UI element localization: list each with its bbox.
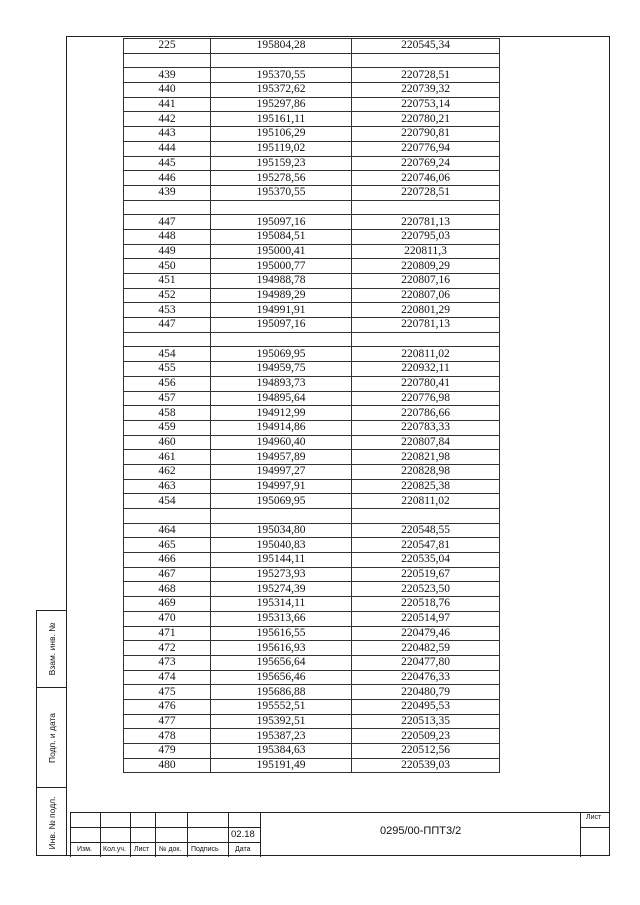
point-number-cell: 451 <box>124 274 211 289</box>
y-coordinate-cell: 220795,03 <box>352 229 500 244</box>
table-row <box>124 626 500 641</box>
x-coordinate-cell: 195000,77 <box>211 259 352 274</box>
x-coordinate-cell: 195370,55 <box>211 185 352 200</box>
y-coordinate-cell <box>352 509 500 524</box>
table-row <box>124 758 500 773</box>
x-coordinate-cell: 195191,49 <box>211 758 352 773</box>
x-coordinate-cell: 195097,16 <box>211 318 352 333</box>
x-coordinate-cell: 195161,11 <box>211 112 352 127</box>
table-row <box>124 641 500 656</box>
x-coordinate-cell: 195106,29 <box>211 127 352 142</box>
table-row <box>124 699 500 714</box>
point-number-cell: 456 <box>124 376 211 391</box>
x-coordinate-cell: 195069,95 <box>211 494 352 509</box>
y-coordinate-cell <box>352 200 500 215</box>
x-coordinate-cell: 195297,86 <box>211 97 352 112</box>
y-coordinate-cell: 220753,14 <box>352 97 500 112</box>
y-coordinate-cell: 220509,23 <box>352 729 500 744</box>
table-row <box>124 185 500 200</box>
point-number-cell: 439 <box>124 68 211 83</box>
x-coordinate-cell: 195278,56 <box>211 171 352 186</box>
x-coordinate-cell: 194989,29 <box>211 288 352 303</box>
x-coordinate-cell: 195034,80 <box>211 523 352 538</box>
point-number-cell: 470 <box>124 611 211 626</box>
x-coordinate-cell: 194893,73 <box>211 376 352 391</box>
point-number-cell: 476 <box>124 699 211 714</box>
point-number-cell: 459 <box>124 420 211 435</box>
x-coordinate-cell: 194960,40 <box>211 435 352 450</box>
x-coordinate-cell: 195069,95 <box>211 347 352 362</box>
x-coordinate-cell: 195159,23 <box>211 156 352 171</box>
y-coordinate-cell: 220518,76 <box>352 597 500 612</box>
point-number-cell: 454 <box>124 347 211 362</box>
y-coordinate-cell: 220776,98 <box>352 391 500 406</box>
table-row <box>124 406 500 421</box>
col-kol-label: Кол.уч. <box>103 846 126 853</box>
strip-cell-original-inventory <box>37 787 66 857</box>
y-coordinate-cell: 220781,13 <box>352 215 500 230</box>
point-number-cell: 441 <box>124 97 211 112</box>
y-coordinate-cell: 220807,84 <box>352 435 500 450</box>
y-coordinate-cell: 220535,04 <box>352 553 500 568</box>
table-row <box>124 391 500 406</box>
x-coordinate-cell: 194997,27 <box>211 464 352 479</box>
x-coordinate-cell: 195656,64 <box>211 655 352 670</box>
strip-label-original-inventory: Инв. № подл. <box>46 796 57 849</box>
y-coordinate-cell: 220482,59 <box>352 641 500 656</box>
point-number-cell: 466 <box>124 553 211 568</box>
table-row <box>124 420 500 435</box>
strip-label-replacement: Взам. инв. № <box>46 622 57 676</box>
point-number-cell <box>124 200 211 215</box>
point-number-cell: 445 <box>124 156 211 171</box>
point-number-cell: 449 <box>124 244 211 259</box>
table-row <box>124 582 500 597</box>
table-row <box>124 479 500 494</box>
col-ndok-label: № док. <box>159 846 182 853</box>
x-coordinate-cell: 194895,64 <box>211 391 352 406</box>
table-row <box>124 714 500 729</box>
point-number-cell: 455 <box>124 362 211 377</box>
x-coordinate-cell <box>211 509 352 524</box>
table-row <box>124 200 500 215</box>
x-coordinate-cell: 194991,91 <box>211 303 352 318</box>
point-number-cell: 465 <box>124 538 211 553</box>
table-row <box>124 597 500 612</box>
point-number-cell: 448 <box>124 229 211 244</box>
y-coordinate-cell: 220495,53 <box>352 699 500 714</box>
date-value: 02.18 <box>231 829 255 840</box>
table-row <box>124 450 500 465</box>
point-number-cell <box>124 53 211 68</box>
point-number-cell: 440 <box>124 83 211 98</box>
y-coordinate-cell: 220547,81 <box>352 538 500 553</box>
x-coordinate-cell: 195616,55 <box>211 626 352 641</box>
table-row <box>124 83 500 98</box>
point-number-cell <box>124 332 211 347</box>
point-number-cell: 462 <box>124 464 211 479</box>
point-number-cell: 477 <box>124 714 211 729</box>
y-coordinate-cell <box>352 53 500 68</box>
x-coordinate-cell <box>211 53 352 68</box>
table-row <box>124 229 500 244</box>
table-row <box>124 141 500 156</box>
col-izm-label: Изм. <box>77 846 92 853</box>
y-coordinate-cell: 220811,02 <box>352 347 500 362</box>
table-row <box>124 244 500 259</box>
table-row <box>124 538 500 553</box>
y-coordinate-cell: 220480,79 <box>352 685 500 700</box>
col-list-label: Лист <box>134 846 150 853</box>
table-row <box>124 53 500 68</box>
y-coordinate-cell: 220932,11 <box>352 362 500 377</box>
x-coordinate-cell <box>211 332 352 347</box>
y-coordinate-cell: 220780,41 <box>352 376 500 391</box>
y-coordinate-cell: 220807,06 <box>352 288 500 303</box>
x-coordinate-cell: 195084,51 <box>211 229 352 244</box>
x-coordinate-cell: 195040,83 <box>211 538 352 553</box>
y-coordinate-cell: 220523,50 <box>352 582 500 597</box>
strip-cell-signature-date <box>37 687 66 787</box>
y-coordinate-cell: 220512,56 <box>352 744 500 759</box>
y-coordinate-cell: 220821,98 <box>352 450 500 465</box>
point-number-cell: 461 <box>124 450 211 465</box>
x-coordinate-cell: 195686,88 <box>211 685 352 700</box>
y-coordinate-cell: 220780,21 <box>352 112 500 127</box>
table-row <box>124 112 500 127</box>
point-number-cell: 447 <box>124 318 211 333</box>
y-coordinate-cell: 220776,94 <box>352 141 500 156</box>
point-number-cell: 478 <box>124 729 211 744</box>
point-number-cell: 442 <box>124 112 211 127</box>
x-coordinate-cell: 195097,16 <box>211 215 352 230</box>
x-coordinate-cell: 195273,93 <box>211 567 352 582</box>
side-stamp-strip <box>36 610 66 856</box>
y-coordinate-cell: 220545,34 <box>352 39 500 54</box>
table-row <box>124 215 500 230</box>
point-number-cell: 469 <box>124 597 211 612</box>
point-number-cell: 439 <box>124 185 211 200</box>
sheet-label: Лист <box>586 814 602 821</box>
point-number-cell: 473 <box>124 655 211 670</box>
point-number-cell: 454 <box>124 494 211 509</box>
y-coordinate-cell: 220828,98 <box>352 464 500 479</box>
table-row <box>124 347 500 362</box>
point-number-cell: 471 <box>124 626 211 641</box>
y-coordinate-cell: 220479,46 <box>352 626 500 641</box>
y-coordinate-cell: 220801,29 <box>352 303 500 318</box>
point-number-cell: 452 <box>124 288 211 303</box>
point-number-cell <box>124 509 211 524</box>
table-row <box>124 376 500 391</box>
y-coordinate-cell: 220539,03 <box>352 758 500 773</box>
x-coordinate-cell: 195119,02 <box>211 141 352 156</box>
point-number-cell: 474 <box>124 670 211 685</box>
point-number-cell: 453 <box>124 303 211 318</box>
x-coordinate-cell: 194997,91 <box>211 479 352 494</box>
point-number-cell: 443 <box>124 127 211 142</box>
y-coordinate-cell: 220825,38 <box>352 479 500 494</box>
table-row <box>124 288 500 303</box>
strip-cell-replacement <box>37 611 66 687</box>
x-coordinate-cell: 194914,86 <box>211 420 352 435</box>
y-coordinate-cell <box>352 332 500 347</box>
point-number-cell: 450 <box>124 259 211 274</box>
col-podp-label: Подпись <box>191 846 219 853</box>
y-coordinate-cell: 220728,51 <box>352 185 500 200</box>
y-coordinate-cell: 220811,3 <box>352 244 500 259</box>
x-coordinate-cell <box>211 200 352 215</box>
x-coordinate-cell: 194959,75 <box>211 362 352 377</box>
title-block <box>70 812 610 856</box>
point-number-cell: 480 <box>124 758 211 773</box>
x-coordinate-cell: 195313,66 <box>211 611 352 626</box>
y-coordinate-cell: 220769,24 <box>352 156 500 171</box>
table-row <box>124 127 500 142</box>
x-coordinate-cell: 195656,46 <box>211 670 352 685</box>
point-number-cell: 225 <box>124 39 211 54</box>
x-coordinate-cell: 195372,62 <box>211 83 352 98</box>
x-coordinate-cell: 195370,55 <box>211 68 352 83</box>
table-row <box>124 567 500 582</box>
x-coordinate-cell: 195392,51 <box>211 714 352 729</box>
x-coordinate-cell: 194957,89 <box>211 450 352 465</box>
y-coordinate-cell: 220477,80 <box>352 655 500 670</box>
table-row <box>124 156 500 171</box>
y-coordinate-cell: 220807,16 <box>352 274 500 289</box>
table-row <box>124 494 500 509</box>
x-coordinate-cell: 195314,11 <box>211 597 352 612</box>
x-coordinate-cell: 195144,11 <box>211 553 352 568</box>
point-number-cell: 464 <box>124 523 211 538</box>
point-number-cell: 479 <box>124 744 211 759</box>
point-number-cell: 472 <box>124 641 211 656</box>
point-number-cell: 463 <box>124 479 211 494</box>
table-row <box>124 670 500 685</box>
point-number-cell: 458 <box>124 406 211 421</box>
table-row <box>124 553 500 568</box>
x-coordinate-cell: 195804,28 <box>211 39 352 54</box>
y-coordinate-cell: 220739,32 <box>352 83 500 98</box>
x-coordinate-cell: 194988,78 <box>211 274 352 289</box>
point-number-cell: 444 <box>124 141 211 156</box>
table-row <box>124 523 500 538</box>
table-row <box>124 68 500 83</box>
table-row <box>124 611 500 626</box>
x-coordinate-cell: 195274,39 <box>211 582 352 597</box>
x-coordinate-cell: 195000,41 <box>211 244 352 259</box>
table-row <box>124 332 500 347</box>
y-coordinate-cell: 220746,06 <box>352 171 500 186</box>
table-row <box>124 171 500 186</box>
table-row <box>124 435 500 450</box>
y-coordinate-cell: 220476,33 <box>352 670 500 685</box>
point-number-cell: 457 <box>124 391 211 406</box>
table-row <box>124 362 500 377</box>
strip-label-signature-date: Подп. и дата <box>46 712 57 763</box>
y-coordinate-cell: 220781,13 <box>352 318 500 333</box>
table-row <box>124 685 500 700</box>
point-number-cell: 447 <box>124 215 211 230</box>
point-number-cell: 446 <box>124 171 211 186</box>
y-coordinate-cell: 220786,66 <box>352 406 500 421</box>
x-coordinate-cell: 195387,23 <box>211 729 352 744</box>
table-row <box>124 259 500 274</box>
point-number-cell: 475 <box>124 685 211 700</box>
y-coordinate-cell: 220513,35 <box>352 714 500 729</box>
y-coordinate-cell: 220783,33 <box>352 420 500 435</box>
y-coordinate-cell: 220809,29 <box>352 259 500 274</box>
table-row <box>124 464 500 479</box>
table-row <box>124 318 500 333</box>
table-row <box>124 274 500 289</box>
table-row <box>124 655 500 670</box>
point-number-cell: 467 <box>124 567 211 582</box>
x-coordinate-cell: 195552,51 <box>211 699 352 714</box>
table-row <box>124 744 500 759</box>
table-row <box>124 39 500 54</box>
point-number-cell: 468 <box>124 582 211 597</box>
y-coordinate-cell: 220514,97 <box>352 611 500 626</box>
table-row <box>124 303 500 318</box>
y-coordinate-cell: 220519,67 <box>352 567 500 582</box>
x-coordinate-cell: 195616,93 <box>211 641 352 656</box>
y-coordinate-cell: 220790,81 <box>352 127 500 142</box>
x-coordinate-cell: 195384,63 <box>211 744 352 759</box>
y-coordinate-cell: 220548,55 <box>352 523 500 538</box>
y-coordinate-cell: 220811,02 <box>352 494 500 509</box>
coordinates-table <box>123 38 500 773</box>
document-code: 0295/00-ППТ3/2 <box>380 825 462 837</box>
table-row <box>124 509 500 524</box>
y-coordinate-cell: 220728,51 <box>352 68 500 83</box>
col-data-label: Дата <box>235 846 251 853</box>
table-row <box>124 97 500 112</box>
x-coordinate-cell: 194912,99 <box>211 406 352 421</box>
point-number-cell: 460 <box>124 435 211 450</box>
table-row <box>124 729 500 744</box>
